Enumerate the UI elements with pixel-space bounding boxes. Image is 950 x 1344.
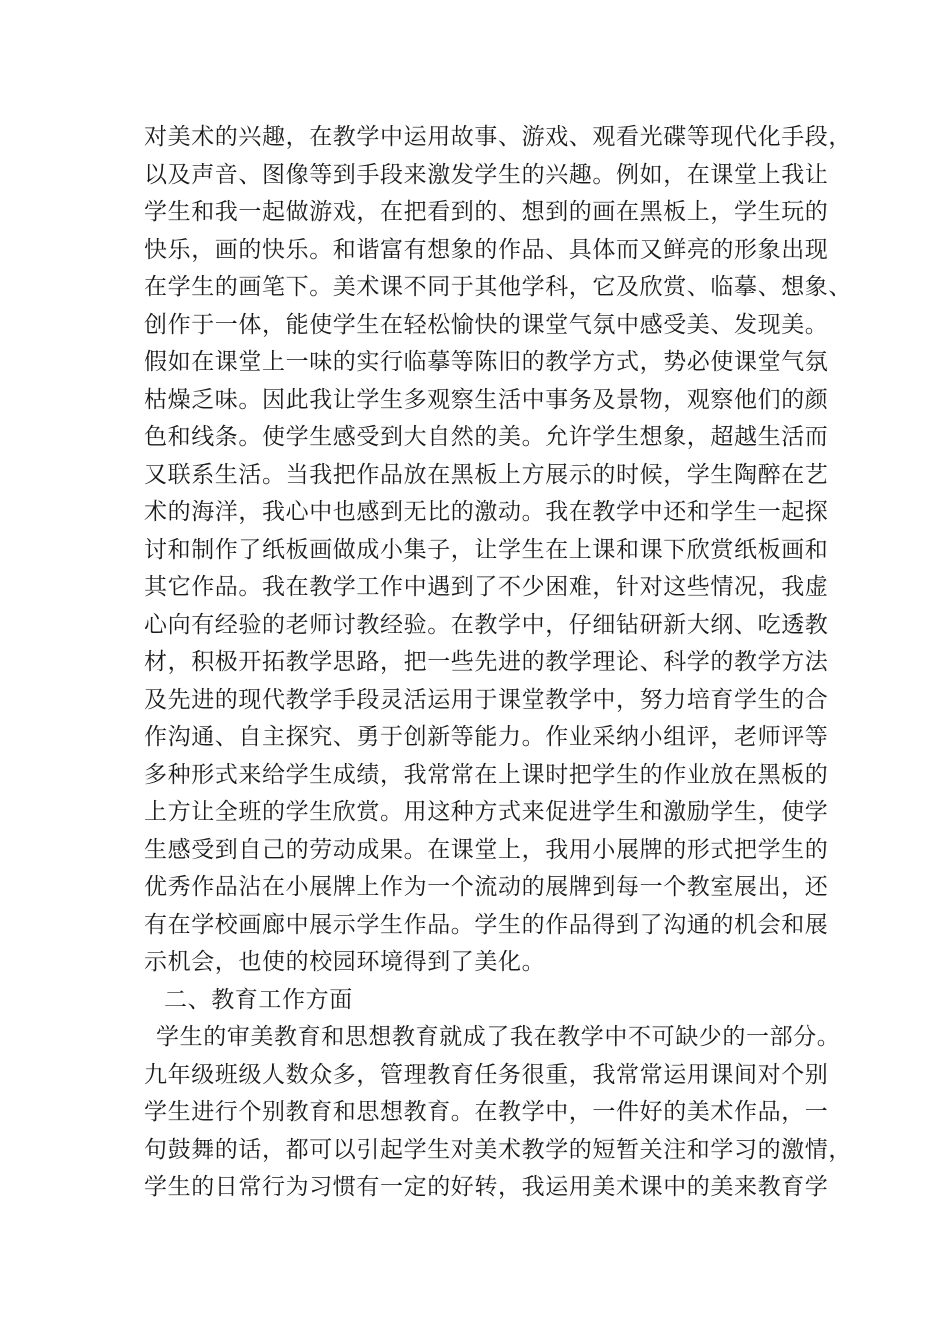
section-heading (144, 982, 844, 1020)
text-line: 多种形式来给学生成绩，我常常在上课时把学生的作业放在黑板的 (144, 761, 829, 788)
text-line: 作沟通、自主探究、勇于创新等能力。作业采纳小组评，老师评等 (144, 724, 829, 750)
section-heading-text: 二、教育工作方面 (164, 986, 353, 1013)
text-line: 快乐，画的快乐。和谐富有想象的作品、具体而又鲜亮的形象出现 (144, 236, 829, 263)
text-line: 假如在课堂上一味的实行临摹等陈旧的教学方式，势必使课堂气氛 (144, 349, 829, 375)
text-line: 学生的日常行为习惯有一定的好转，我运用美术课中的美来教育学 (144, 1174, 829, 1200)
text-line: 创作于一体，能使学生在轻松愉快的课堂气氛中感受美、发现美。 (144, 311, 829, 338)
text-line: 在学生的画笔下。美术课不同于其他学科，它及欣赏、临摹、想象、 (144, 274, 852, 300)
text-line: 示机会，也使的校园环境得到了美化。 (144, 949, 546, 975)
text-line: 优秀作品沾在小展牌上作为一个流动的展牌到每一个教室展出，还 (144, 874, 829, 900)
text-line: 讨和制作了纸板画做成小集子，让学生在上课和课下欣赏纸板画和 (144, 536, 829, 563)
text-line: 术的海洋，我心中也感到无比的激动。我在教学中还和学生一起探 (144, 499, 829, 525)
paragraph-2 (144, 1019, 852, 1207)
text-line: 材，积极开拓教学思路，把一些先进的教学理论、科学的教学方法 (144, 649, 829, 675)
text-line: 色和线条。使学生感受到大自然的美。允许学生想象，超越生活而 (144, 424, 829, 450)
text-line: 枯燥乏味。因此我让学生多观察生活中事务及景物，观察他们的颜 (144, 386, 829, 413)
text-line: 心向有经验的老师讨教经验。在教学中，仔细钻研新大纲、吃透教 (144, 611, 829, 638)
text-line: 上方让全班的学生欣赏。用这种方式来促进学生和激励学生，使学 (144, 799, 829, 825)
paragraph-1 (144, 119, 852, 982)
text-line: 其它作品。我在教学工作中遇到了不少困难，针对这些情况，我虚 (144, 574, 829, 600)
text-line: 学生和我一起做游戏，在把看到的、想到的画在黑板上，学生玩的 (144, 199, 829, 225)
text-line: 九年级班级人数众多，管理教育任务很重，我常常运用课间对个别 (144, 1061, 829, 1088)
document-body (144, 119, 852, 1207)
text-line: 又联系生活。当我把作品放在黑板上方展示的时候，学生陶醉在艺 (144, 461, 829, 488)
text-line: 及先进的现代教学手段灵活运用于课堂教学中，努力培育学生的合 (144, 686, 829, 713)
text-line: 学生的审美教育和思想教育就成了我在教学中不可缺少的一部分。 (156, 1024, 841, 1050)
text-line: 生感受到自己的劳动成果。在课堂上，我用小展牌的形式把学生的 (144, 836, 829, 863)
text-line: 对美术的兴趣，在教学中运用故事、游戏、观看光碟等现代化手段， (144, 124, 852, 150)
text-line: 句鼓舞的话，都可以引起学生对美术教学的短暂关注和学习的激情， (144, 1136, 852, 1163)
text-line: 有在学校画廊中展示学生作品。学生的作品得到了沟通的机会和展 (144, 911, 829, 938)
text-line: 以及声音、图像等到手段来激发学生的兴趣。例如，在课堂上我让 (144, 161, 829, 188)
text-line: 学生进行个别教育和思想教育。在教学中，一件好的美术作品，一 (144, 1099, 829, 1125)
